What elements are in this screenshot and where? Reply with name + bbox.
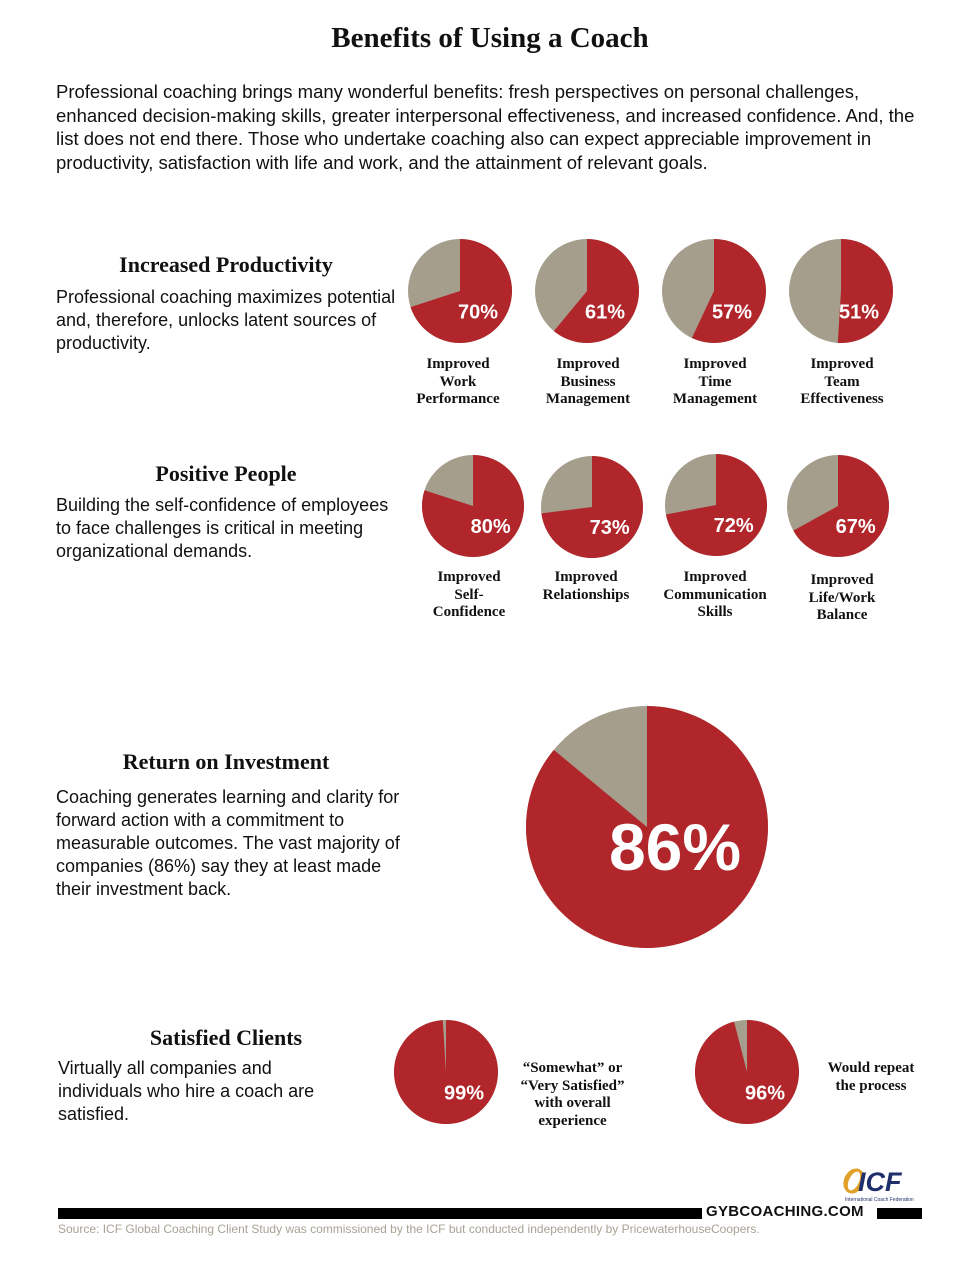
pie-time-management — [661, 238, 767, 344]
section-heading-people: Positive People — [155, 461, 297, 486]
intro-paragraph: Professional coaching brings many wonderful benefits: fresh perspectives on personal challenges, enhanced decision-making skills, greater interpersonal effectiveness, and increased confidence. And, the list does not end there. Those who undertake coaching also can expect appreciable improvement in productivity, satisfaction with life and work, and the attainment of relevant goals. — [56, 81, 915, 173]
pie-value-slice — [394, 1020, 498, 1124]
pie-label-time-management: Improved Time Management — [672, 356, 758, 407]
pie-value-label: 70% — [458, 301, 499, 324]
pie-label-satisfied: “Somewhat” or “Very Satisfied” with overall experience — [520, 1060, 625, 1129]
icf-logo-subtext: International Coach Federation — [845, 1197, 914, 1203]
pie-life-work-balance — [786, 454, 890, 558]
section-text-productivity: Professional coaching maximizes potential and, therefore, unlocks latent sources of productivity. — [56, 287, 396, 353]
pie-value-label: 51% — [839, 301, 880, 324]
pie-value-label: 99% — [444, 1082, 485, 1105]
pie-return-on-investment — [525, 705, 769, 949]
pie-label-work-performance: Improved Work Performance — [416, 356, 500, 407]
pie-business-management — [534, 238, 640, 344]
pie-communication-skills — [664, 453, 768, 557]
pie-value-label: 86% — [608, 810, 742, 884]
pie-label-team-effectiveness: Improved Team Effectiveness — [800, 356, 884, 407]
pie-relationships — [540, 455, 644, 559]
pie-label-repeat-process: Would repeat the process — [827, 1060, 915, 1094]
pie-repeat-process — [694, 1019, 800, 1125]
section-text-satisfied: Virtually all companies and individuals who hire a coach are satisfied. — [58, 1058, 315, 1124]
section-text-people: Building the self-confidence of employees to face challenges is critical in meeting organizational demands. — [56, 495, 389, 561]
pie-label-self-confidence: Improved Self- Confidence — [432, 569, 506, 620]
pie-label-communication-skills: Improved Communication Skills — [663, 569, 767, 620]
pie-value-slice — [838, 239, 893, 343]
pie-label-life-work-balance: Improved Life/Work Balance — [808, 572, 876, 623]
pie-value-label: 72% — [713, 515, 754, 538]
source-note: Source: ICF Global Coaching Client Study was commissioned by the ICF but conducted independently by PricewaterhouseCoopers. — [58, 1222, 760, 1236]
section-heading-satisfied: Satisfied Clients — [149, 1025, 303, 1050]
pie-value-slice — [695, 1020, 799, 1124]
pie-self-confidence — [421, 454, 525, 558]
section-heading-roi: Return on Investment — [122, 749, 330, 774]
footer-rule-right — [877, 1208, 922, 1219]
pie-value-label: 67% — [835, 516, 876, 539]
pie-value-label: 96% — [745, 1082, 786, 1105]
section-heading-productivity: Increased Productivity — [119, 252, 333, 277]
footer-rule-left — [58, 1208, 702, 1219]
footer-site-link[interactable]: GYBCOACHING.COM — [706, 1203, 864, 1220]
pie-satisfied — [393, 1019, 499, 1125]
pie-label-business-management: Improved Business Management — [545, 356, 631, 407]
page-title: Benefits of Using a Coach — [331, 22, 649, 54]
pie-work-performance — [407, 238, 513, 344]
icf-logo-text: ICF — [858, 1167, 902, 1197]
pie-value-label: 57% — [712, 301, 753, 324]
icf-logo — [840, 1163, 918, 1205]
pie-label-relationships: Improved Relationships — [542, 569, 630, 603]
pie-value-label: 80% — [470, 516, 511, 539]
section-text-roi: Coaching generates learning and clarity for forward action with a commitment to measurable outcomes. The vast majority of companies (86%) say they at least made their investment back. — [56, 787, 400, 899]
pie-value-label: 73% — [589, 517, 630, 540]
pie-value-label: 61% — [585, 301, 626, 324]
pie-team-effectiveness — [788, 238, 894, 344]
